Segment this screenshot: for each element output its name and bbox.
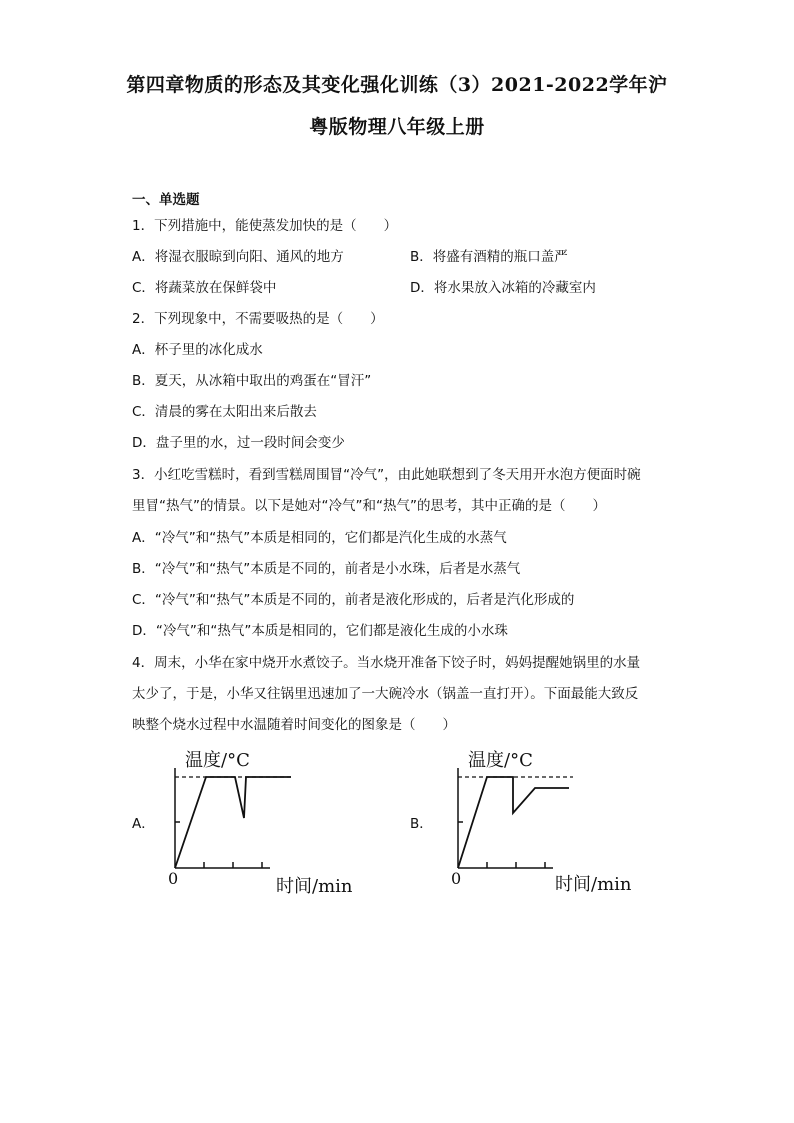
q4-option-b-label: B． [410,816,433,832]
q3-stem-line-1: 3．小红吃雪糕时，看到雪糕周围冒“冷气”，由此她联想到了冬天用开水泡方便面时碗 [132,467,641,483]
q2-option-d: D．盘子里的水，过一段时间会变少 [132,435,345,451]
q1-option-d: D．将水果放入冰箱的冷藏室内 [410,280,596,296]
q3-option-b: B．“冷气”和“热气”本质是不同的，前者是小水珠，后者是水蒸气 [132,561,521,577]
q4-option-a-label: A． [132,816,155,832]
q2-option-b: B．夏天，从冰箱中取出的鸡蛋在“冒汗” [132,373,372,389]
q3-option-d: D．“冷气”和“热气”本质是相同的，它们都是液化生成的小水珠 [132,623,508,639]
graph-a-origin: 0 [168,869,179,888]
graph-b-xlabel: 时间/min [555,874,632,895]
graph-b-origin: 0 [451,869,462,888]
q4-graph-b [443,740,653,900]
graph-b-curve [458,777,569,868]
graph-a-xlabel: 时间/min [276,876,353,897]
graph-a-curve [175,777,291,868]
q1-option-b: B．将盛有酒精的瓶口盖严 [410,249,568,265]
graph-b-ylabel: 温度/°C [468,750,533,771]
document-title-line-1: 第四章物质的形态及其变化强化训练（3）2021-2022学年沪 [126,74,668,96]
q3-option-a: A．“冷气”和“热气”本质是相同的，它们都是汽化生成的水蒸气 [132,530,507,546]
q1-option-a: A．将湿衣服晾到向阳、通风的地方 [132,249,344,265]
q3-stem-line-2: 里冒“热气”的情景。以下是她对“冷气”和“热气”的思考，其中正确的是（ ） [132,498,606,514]
q4-graph-a [160,740,370,900]
q4-stem-line-1: 4．周末，小华在家中烧开水煮饺子。当水烧开准备下饺子时，妈妈提醒她锅里的水量 [132,655,641,671]
q2-stem: 2．下列现象中，不需要吸热的是（ ） [132,311,384,327]
q4-stem-line-2: 太少了，于是，小华又往锅里迅速加了一大碗冷水（锅盖一直打开）。下面最能大致反 [132,686,639,702]
q4-stem-line-3: 映整个烧水过程中水温随着时间变化的图象是（ ） [132,717,456,733]
q1-stem: 1．下列措施中，能使蒸发加快的是（ ） [132,218,398,234]
section-heading: 一、单选题 [132,192,200,208]
q2-option-c: C．清晨的雾在太阳出来后散去 [132,404,317,420]
q2-option-a: A．杯子里的冰化成水 [132,342,263,358]
document-title-line-2: 粤版物理八年级上册 [309,116,485,138]
graph-a-ylabel: 温度/°C [185,750,250,771]
q1-option-c: C．将蔬菜放在保鲜袋中 [132,280,277,296]
q3-option-c: C．“冷气”和“热气”本质是不同的，前者是液化形成的，后者是汽化形成的 [132,592,575,608]
